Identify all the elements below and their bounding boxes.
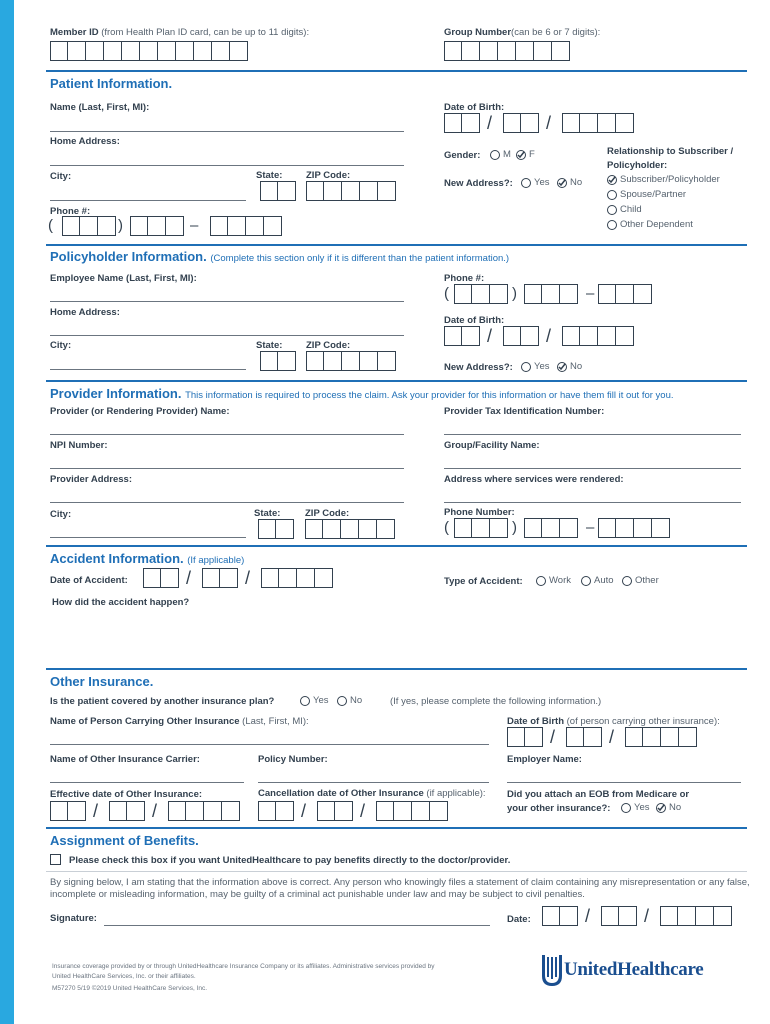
accident-type-label: Type of Accident: [444,576,523,587]
relationship-label: Relationship to Subscriber / [607,146,734,157]
patient-dob-day[interactable] [503,113,539,133]
other-coverage-no-radio[interactable]: No [337,695,362,706]
cancellation-date-day[interactable] [317,801,353,821]
policyholder-home-address-label: Home Address: [50,307,120,318]
provider-city-label: City: [50,509,72,520]
date-separator: / [301,801,307,821]
eob-yes-radio[interactable]: Yes [621,802,650,813]
policyholder-phone-area[interactable] [454,284,508,304]
patient-state-label: State: [256,170,283,181]
member-id-field[interactable] [50,41,248,61]
accident-how-label: How did the accident happen? [52,597,190,608]
legal-statement: By signing below, I am stating that the information above is correct. Any person who knowingly files a statement of claim containing any misrepresentation or any false, incomplete or misleading information, may be guilty of a criminal act punishable under law and may be subject to civil penalties. [50,877,750,900]
patient-home-address-input[interactable] [50,165,404,166]
patient-zip-field[interactable] [306,181,396,201]
effective-date-month[interactable] [50,801,86,821]
npi-number-label: NPI Number: [50,440,108,451]
gender-f-radio[interactable]: F [516,149,535,160]
cancellation-date-year[interactable] [376,801,448,821]
policyholder-state-field[interactable] [260,351,296,371]
patient-new-address-label: New Address?: [444,178,513,189]
phone-paren-open: ( [48,217,53,234]
radio-icon [622,576,632,586]
section-divider [46,545,747,547]
relationship-subscriber-radio[interactable]: Subscriber/Policyholder [607,174,720,185]
patient-phone-line[interactable] [210,216,282,236]
eob-question-line2: your other insurance?: [507,803,611,814]
patient-dob-year[interactable] [562,113,634,133]
signature-label: Signature: [50,913,97,924]
provider-address-label: Provider Address: [50,474,133,485]
employee-name-input[interactable] [50,301,404,302]
policyholder-dob-year[interactable] [562,326,634,346]
provider-zip-field[interactable] [305,519,395,539]
phone-paren-close: ) [512,519,517,536]
phone-dash: – [586,285,595,302]
employee-name-label: Employee Name (Last, First, MI): [50,273,197,284]
other-person-name-input[interactable] [50,744,489,745]
policyholder-home-address-input[interactable] [50,335,404,336]
group-facility-label: Group/Facility Name: [444,440,540,451]
provider-tax-id-input[interactable] [444,434,741,435]
effective-date-label: Effective date of Other Insurance: [50,789,203,800]
date-separator: / [487,326,493,346]
radio-icon [581,576,591,586]
patient-phone-prefix[interactable] [130,216,184,236]
gender-m-radio[interactable]: M [490,149,511,160]
patient-city-input[interactable] [50,200,246,201]
check-circle-icon [557,178,567,188]
signature-date-month[interactable] [542,906,578,926]
signature-input[interactable] [104,925,490,926]
patient-new-address-yes-radio[interactable]: Yes [521,177,550,188]
section-divider [46,668,747,670]
date-separator: / [186,568,192,588]
left-accent-stripe [0,0,14,1024]
provider-phone-label: Phone Number: [444,507,515,518]
employer-name-input[interactable] [507,782,741,783]
assignment-section-title: Assignment of Benefits. [50,833,199,848]
provider-state-label: State: [254,508,281,519]
patient-name-input[interactable] [50,131,404,132]
provider-phone-area[interactable] [454,518,508,538]
member-id-label: Member ID (from Health Plan ID card, can be up to 11 digits): [50,27,310,38]
provider-city-input[interactable] [50,537,246,538]
service-address-label: Address where services were rendered: [444,474,624,485]
policyholder-dob-label: Date of Birth: [444,315,505,326]
date-separator: / [546,326,552,346]
effective-date-year[interactable] [168,801,240,821]
policyholder-phone-prefix[interactable] [524,284,578,304]
assign-benefits-label: Please check this box if you want UnitedHealthcare to pay benefits directly to the doctor/provider. [69,855,511,866]
accident-date-month[interactable] [143,568,179,588]
accident-auto-radio[interactable]: Auto [581,575,614,586]
phone-paren-close: ) [512,285,517,302]
policyholder-phone-label: Phone #: [444,273,485,284]
provider-state-field[interactable] [258,519,294,539]
relationship-other-radio[interactable]: Other Dependent [607,219,693,230]
patient-zip-label: ZIP Code: [306,170,351,181]
section-divider [46,380,747,382]
radio-icon [621,803,631,813]
check-circle-icon [607,175,617,185]
check-circle-icon [656,803,666,813]
accident-date-day[interactable] [202,568,238,588]
relationship-label-2: Policyholder: [607,160,668,171]
date-separator: / [550,727,556,747]
section-divider [46,70,747,72]
policyholder-new-address-label: New Address?: [444,362,513,373]
section-divider [46,871,747,872]
other-coverage-yes-radio[interactable]: Yes [300,695,329,706]
policyholder-new-address-no-radio[interactable]: No [557,361,582,372]
phone-paren-open: ( [444,519,449,536]
radio-icon [536,576,546,586]
eob-question-line1: Did you attach an EOB from Medicare or [507,789,690,800]
patient-phone-area[interactable] [62,216,116,236]
cancellation-date-label: Cancellation date of Other Insurance (if applicable): [258,788,486,799]
effective-date-day[interactable] [109,801,145,821]
provider-name-label: Provider (or Rendering Provider) Name: [50,406,230,417]
date-separator: / [487,113,493,133]
logo-wordmark: UnitedHealthcare [564,959,704,980]
policy-number-label: Policy Number: [258,754,328,765]
date-separator: / [546,113,552,133]
patient-state-field[interactable] [260,181,296,201]
policy-number-input[interactable] [258,782,489,783]
patient-dob-label: Date of Birth: [444,102,505,113]
phone-paren-close: ) [118,217,123,234]
footer-disclaimer-1: Insurance coverage provided by or through UnitedHealthcare Insurance Company or its affiliates. Administrative services provided by [52,963,435,970]
provider-section-title: Provider Information. This information is required to process the claim. Ask your provider for this information or have them fill it out for you. [50,386,674,401]
provider-zip-label: ZIP Code: [305,508,350,519]
patient-city-label: City: [50,171,72,182]
radio-icon [607,205,617,215]
accident-other-radio[interactable]: Other [622,575,659,586]
policyholder-section-title: Policyholder Information. (Complete this section only if it is different than the patient information.) [50,249,510,264]
patient-new-address-no-radio[interactable]: No [557,177,582,188]
date-separator: / [609,727,615,747]
phone-paren-open: ( [444,285,449,302]
policyholder-phone-line[interactable] [598,284,652,304]
policyholder-dob-month[interactable] [444,326,480,346]
date-separator: / [360,801,366,821]
radio-icon [607,190,617,200]
accident-section-title: Accident Information. (If applicable) [50,551,245,566]
service-address-input[interactable] [444,502,741,503]
date-separator: / [152,801,158,821]
other-coverage-note: (If yes, please complete the following information.) [390,696,602,707]
provider-address-input[interactable] [50,502,404,503]
signature-date-day[interactable] [601,906,637,926]
other-dob-day[interactable] [566,727,602,747]
accident-date-label: Date of Accident: [50,575,128,586]
section-divider [46,827,747,829]
npi-number-input[interactable] [50,468,404,469]
policyholder-city-label: City: [50,340,72,351]
cancellation-date-month[interactable] [258,801,294,821]
assign-benefits-checkbox[interactable] [50,854,61,865]
other-insurance-section-title: Other Insurance. [50,674,154,689]
other-dob-label: Date of Birth (of person carrying other insurance): [507,716,720,727]
other-carrier-input[interactable] [50,782,244,783]
policyholder-new-address-yes-radio[interactable]: Yes [521,361,550,372]
relationship-child-radio[interactable]: Child [607,204,642,215]
patient-name-label: Name (Last, First, MI): [50,102,150,113]
provider-name-input[interactable] [50,434,404,435]
check-circle-icon [557,362,567,372]
radio-icon [337,696,347,706]
unitedhealthcare-logo [540,953,703,987]
patient-home-address-label: Home Address: [50,136,120,147]
other-dob-year[interactable] [625,727,697,747]
radio-icon [607,220,617,230]
provider-phone-line[interactable] [598,518,670,538]
eob-no-radio[interactable]: No [656,802,681,813]
provider-tax-id-label: Provider Tax Identification Number: [444,406,605,417]
date-separator: / [644,906,650,926]
phone-dash: – [190,217,199,234]
signature-date-year[interactable] [660,906,732,926]
patient-dob-month[interactable] [444,113,480,133]
accident-date-year[interactable] [261,568,333,588]
policyholder-dob-day[interactable] [503,326,539,346]
radio-icon [490,150,500,160]
u-shield-icon [540,953,564,987]
date-separator: / [93,801,99,821]
signature-date-label: Date: [507,914,531,925]
footer-form-code: M57270 5/19 ©2019 United HealthCare Services, Inc. [52,985,208,992]
patient-phone-label: Phone #: [50,206,91,217]
employer-name-label: Employer Name: [507,754,582,765]
gender-label: Gender: [444,150,481,161]
footer-disclaimer-2: United HealthCare Services, Inc. or their affiliates. [52,973,196,980]
provider-phone-prefix[interactable] [524,518,578,538]
section-divider [46,244,747,246]
group-number-label: Group Number(can be 6 or 7 digits): [444,27,601,38]
accident-work-radio[interactable]: Work [536,575,571,586]
radio-icon [521,178,531,188]
patient-section-title: Patient Information. [50,76,173,91]
policyholder-city-input[interactable] [50,369,246,370]
policyholder-zip-label: ZIP Code: [306,340,351,351]
relationship-spouse-radio[interactable]: Spouse/Partner [607,189,686,200]
date-separator: / [585,906,591,926]
other-coverage-question: Is the patient covered by another insurance plan? [50,696,275,707]
radio-icon [300,696,310,706]
check-circle-icon [516,150,526,160]
other-dob-month[interactable] [507,727,543,747]
group-number-field[interactable] [444,41,570,61]
group-facility-input[interactable] [444,468,741,469]
policyholder-zip-field[interactable] [306,351,396,371]
other-person-name-label: Name of Person Carrying Other Insurance (Last, First, MI): [50,716,309,727]
other-carrier-label: Name of Other Insurance Carrier: [50,754,200,765]
policyholder-state-label: State: [256,340,283,351]
radio-icon [521,362,531,372]
phone-dash: – [586,519,595,536]
date-separator: / [245,568,251,588]
